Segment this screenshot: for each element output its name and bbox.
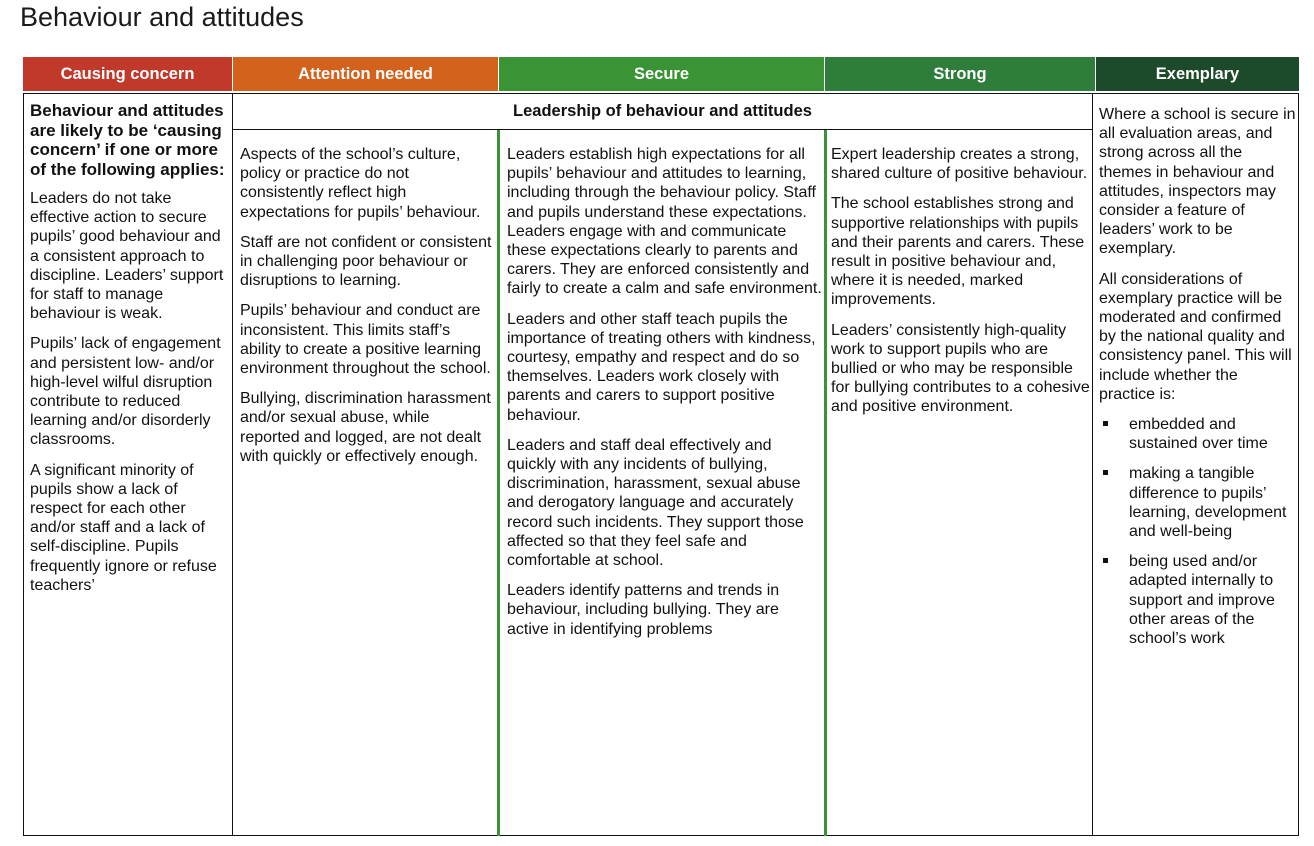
criteria-paragraph: Aspects of the school’s culture, policy or practice do not consistently reflect high expectations for pupils’ behaviour.: [240, 146, 481, 221]
page-title: Behaviour and attitudes: [20, 2, 304, 32]
column-divider: [1092, 93, 1093, 836]
criteria-paragraph: The school establishes strong and supportive relationships with pupils and their parents and carers. These result in positive behaviour and, where it is needed, marked improvements.: [831, 195, 1085, 309]
criteria-paragraph: A significant minority of pupils show a lack of respect for each other and/or staff and a lack of self-discipline. Pupils frequently ignore or refuse teachers’: [30, 461, 217, 594]
list-item: [1099, 464, 1297, 541]
causing-concern-cell: [30, 101, 230, 606]
column-header-causing-concern: Causing concern: [23, 57, 232, 91]
list-item: [1099, 415, 1297, 453]
secure-cell: [507, 145, 822, 650]
column-divider: [232, 93, 233, 836]
criteria-paragraph: Pupils’ behaviour and conduct are inconsistent. This limits staff’s ability to create a positive learning environment throughout the school.: [240, 302, 491, 378]
list-item: [1099, 552, 1297, 648]
criteria-paragraph: Leaders and staff deal effectively and quickly with any incidents of bullying, discrimination, harassment, sexual abuse and derogatory language and accurately record such incidents. They support those affected so that they feel safe and comfortable at school.: [507, 436, 804, 570]
column-header-attention-needed: Attention needed: [233, 57, 498, 91]
column-header-strong: Strong: [825, 57, 1095, 91]
criteria-paragraph: Leaders do not take effective action to secure pupils’ good behaviour and a consistent approach to discipline. Leaders’ support for staff to manage behaviour is weak.: [30, 190, 224, 323]
criteria-paragraph: Leaders identify patterns and trends in behaviour, including bullying. They are active in identifying problems: [507, 582, 780, 638]
criteria-paragraph: Leaders establish high expectations for all pupils’ behaviour and attitudes to learning, including through the behaviour policy. Staff and pupils understand these expectations. Leaders engage with and communicate these expectations clearly to parents and carers. They are enforced consistently and fairly to create a calm and safe environment.: [507, 146, 822, 298]
evaluation-table: [23, 57, 1299, 836]
list-item-text: making a tangible difference to pupils’ learning, development and well-being: [1129, 465, 1287, 541]
strong-cell: [831, 145, 1091, 428]
criteria-paragraph: Staff are not confident or consistent in challenging poor behaviour or disruptions to learning.: [240, 233, 492, 290]
bullet-icon: [1103, 470, 1108, 475]
exemplary-cell: [1099, 105, 1297, 659]
attention-needed-cell: [240, 145, 492, 477]
exemplary-bullet-list: [1099, 415, 1297, 648]
criteria-paragraph: Bullying, discrimination harassment and/or sexual abuse, while reported and logged, are not dealt with quickly or effectively enough.: [240, 390, 491, 465]
column-header-secure: Secure: [499, 57, 824, 91]
causing-concern-lead: Behaviour and attitudes are likely to be ‘causing concern’ if one or more of the following applies:: [30, 101, 225, 179]
list-item-text: embedded and sustained over time: [1129, 416, 1268, 453]
subheading: Leadership of behaviour and attitudes: [233, 94, 1092, 130]
criteria-paragraph: Leaders and other staff teach pupils the importance of treating others with kindness, courtesy, empathy and respect and do so themselves. Leaders work closely with parents and carers to support positive behaviour.: [507, 310, 816, 424]
criteria-paragraph: Where a school is secure in all evaluation areas, and strong across all the themes in behaviour and attitudes, inspectors may consider a feature of leaders’ work to be exemplary.: [1099, 106, 1296, 258]
bullet-icon: [1103, 421, 1108, 426]
column-header-exemplary: Exemplary: [1096, 57, 1299, 91]
bullet-icon: [1103, 558, 1108, 563]
criteria-paragraph: Expert leadership creates a strong, shared culture of positive behaviour.: [831, 146, 1088, 183]
criteria-paragraph: Leaders’ consistently high-quality work to support pupils who are bullied or who may be responsible for bullying contributes to a cohesive and positive environment.: [831, 321, 1090, 416]
list-item-text: being used and/or adapted internally to support and improve other areas of the school’s work: [1129, 553, 1275, 648]
criteria-paragraph: Pupils’ lack of engagement and persistent low- and/or high-level wilful disruption contribute to reduced learning and/or disorderly classrooms.: [30, 335, 221, 449]
criteria-paragraph: All considerations of exemplary practice will be moderated and confirmed by the national quality and consistency panel. This will include whether the practice is:: [1099, 270, 1292, 403]
